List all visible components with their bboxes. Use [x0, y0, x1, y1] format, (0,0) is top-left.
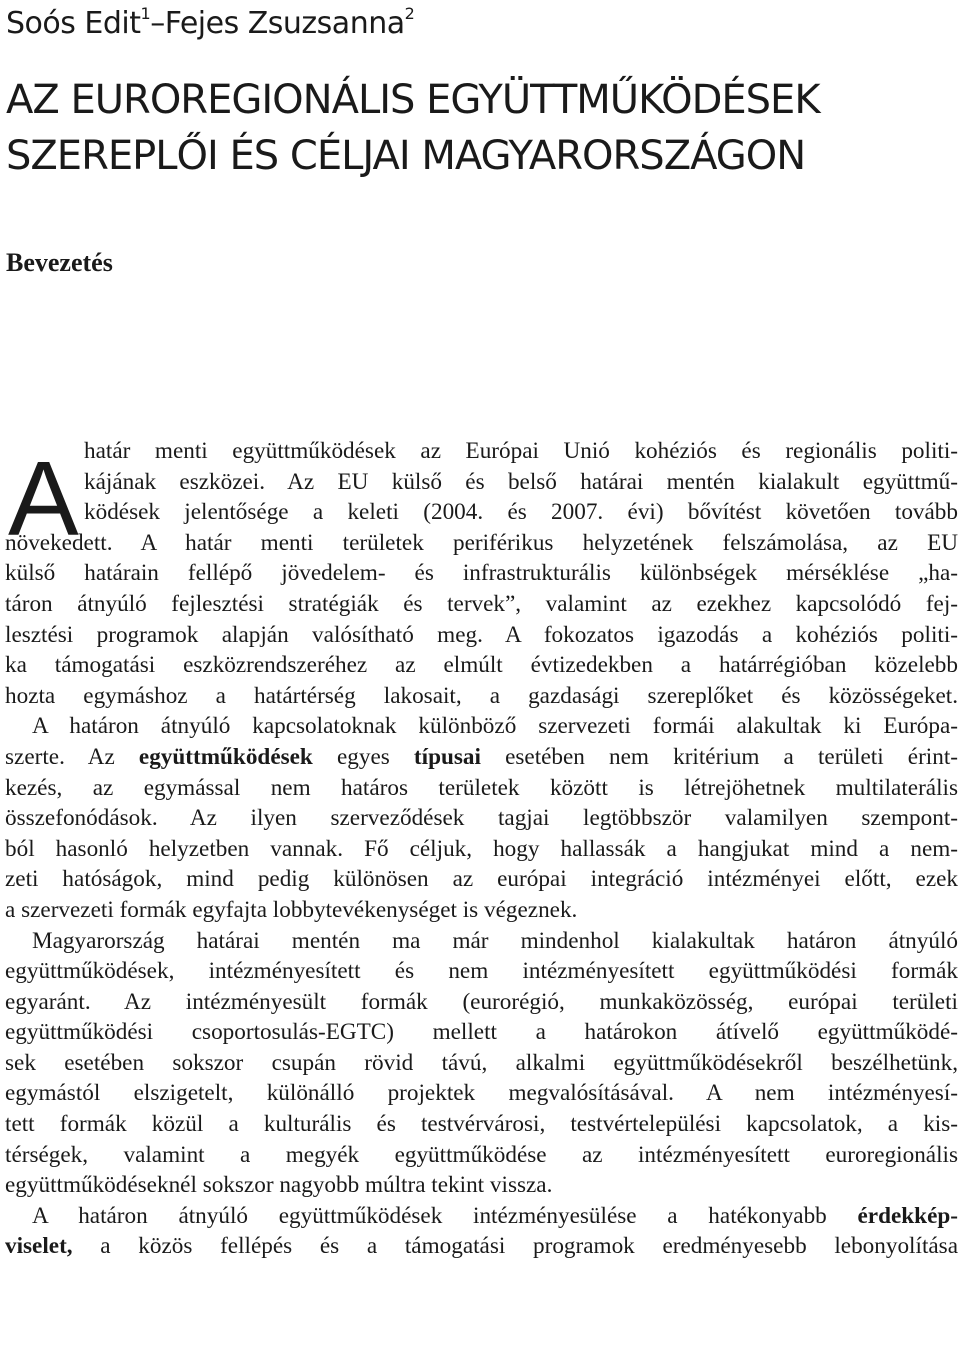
article-title [6, 72, 956, 184]
body-line: Magyarország határai mentén ma már mindenhol kialakultak határon átnyúló [32, 927, 958, 954]
text-run: a közös fellépés és a támogatási programok eredményesebb lebonyolítása [72, 1233, 958, 1260]
emphasis-bold: típusai [413, 743, 481, 770]
text-run: esetében nem kritérium a területi érint- [480, 743, 958, 770]
emphasis-bold: érdekkép- [857, 1202, 958, 1229]
text-run: egyes [312, 743, 414, 770]
body-line: egymástól elszigetelt, különálló projektek megvalósításával. A nem intézményesí- [5, 1080, 958, 1107]
emphasis-bold: együttműködések [138, 743, 313, 770]
body-line: hozta egymáshoz a határtérség lakosait, a gazdasági szereplőket és közösségeket. [5, 682, 958, 709]
body-line: növekedett. A határ menti területek periférikus helyzetének felszámolása, az EU [5, 529, 958, 556]
body-line-mixed [5, 1231, 958, 1262]
text-run: szerte. Az [5, 743, 139, 770]
body-line: térségek, valamint a megyék együttműködése az intézményesített euroregionális [5, 1141, 958, 1168]
drop-cap: A [8, 440, 79, 558]
body-line: együttműködési csoportosulás-EGTC) mellett a határokon átívelő együttműködé- [5, 1019, 958, 1046]
body-line: ködések jelentősége a keleti (2004. és 2007. évi) bővítést követően tovább [84, 499, 958, 526]
title-line-2: SZEREPLŐI ÉS CÉLJAI MAGYARORSZÁGON [6, 133, 806, 179]
body-line: ka támogatási eszközrendszeréhez az elmúlt évtizedekben a határrégióban közelebb [5, 652, 958, 679]
body-line: zeti hatóságok, mind pedig különösen az európai integráció intézményei előtt, ezek [5, 866, 958, 893]
body-line: lesztési programok alapján valósítható meg. A fokozatos igazodás a kohéziós politi- [5, 621, 958, 648]
body-line: összefonódások. Az ilyen szerveződések tagjai legtöbbször valamilyen szempont- [5, 805, 958, 832]
footnote-ref-1[interactable]: 1 [140, 4, 151, 23]
title-line-1: AZ EUROREGIONÁLIS EGYÜTTMŰKÖDÉSEK [6, 77, 820, 123]
body-line: táron átnyúló fejlesztési stratégiák és tervek”, valamint az ezekhez kapcsolódó fej- [5, 590, 958, 617]
body-line: kezés, az egymással nem határos területek között is létrejöhetnek multilaterális [5, 774, 958, 801]
author-separator: – [150, 6, 165, 41]
author-2: Fejes Zsuzsanna [164, 6, 405, 41]
author-1: Soós Edit [6, 6, 141, 41]
body-line: ból hasonló helyzetben vannak. Fő céljuk, hogy hallassák a hangjukat mind a nem- [5, 835, 958, 862]
footnote-ref-2[interactable]: 2 [404, 4, 415, 23]
body-line: a szervezeti formák egyfajta lobbytevékenységet is végeznek. [5, 896, 578, 923]
emphasis-bold: viselet, [5, 1233, 73, 1260]
body-line: tett formák közül a kulturális és testvérvárosi, testvértelepülési kapcsolatok, a kis- [5, 1111, 958, 1138]
body-line: egyaránt. Az intézményesült formák (eurorégió, munkaközösség, európai területi [5, 988, 958, 1015]
text-run: A határon átnyúló együttműködések intézményesülése a hatékonyabb [32, 1202, 858, 1229]
body-line: kájának eszközei. Az EU külső és belső határai mentén kialakult együttmű- [84, 468, 958, 495]
body-line: külső határain fellépő jövedelem- és infrastrukturális különbségek mérséklése „ha- [5, 560, 958, 587]
body-text [5, 436, 958, 1262]
body-line: A határon átnyúló kapcsolatoknak különböző szervezeti formái alakultak ki Európa- [32, 713, 958, 740]
body-line-mixed [5, 1201, 958, 1232]
author-line [6, 4, 414, 44]
body-line: sek esetében sokszor csupán rövid távú, alkalmi együttműködésekről beszélhetünk, [5, 1049, 958, 1076]
body-line: együttműködések, intézményesített és nem intézményesített együttműködési formák [5, 958, 958, 985]
body-line: együttműködéseknél sokszor nagyobb múltra tekint vissza. [5, 1172, 553, 1199]
body-line: határ menti együttműködések az Európai Unió kohéziós és regionális politi- [84, 438, 958, 464]
section-heading: Bevezetés [6, 248, 113, 277]
body-line-mixed [5, 742, 958, 773]
